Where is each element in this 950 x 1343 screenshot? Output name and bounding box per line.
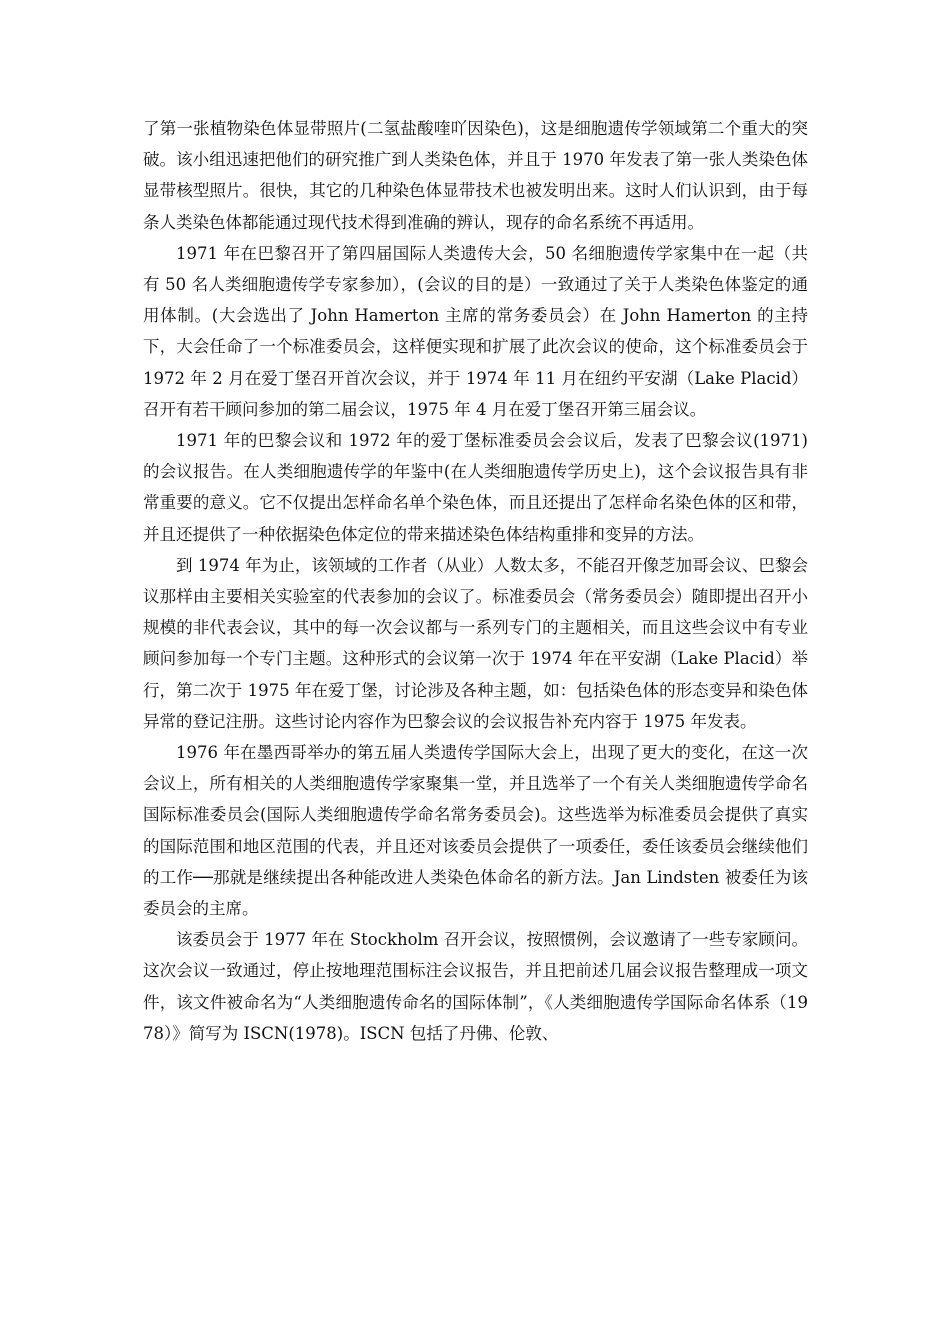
paragraph-2: 1971 年在巴黎召开了第四届国际人类遗传大会，50 名细胞遗传学家集中在一起（共有 50 名人类细胞遗传学专家参加），(会议的目的是）一致通过了关于人类染色体鉴定的通用体制。(大会选出了 John Hamerton 主席的常务委员会）在 John Hamerton 的主持下，大会任命了一个标准委员会，这样便实现和扩展了此次会议的使命，这个标准委员会于 1972 年 2 月在爱丁堡召开首次会议，并于 1974 年 11 月在纽约平安湖（Lake Placid）召开有若干顾问参加的第二届会议，1975 年 4 月在爱丁堡召开第三届会议。: [143, 243, 808, 419]
paragraph-5: 1976 年在墨西哥举办的第五届人类遗传学国际大会上，出现了更大的变化，在这一次会议上，所有相关的人类细胞遗传学家聚集一堂，并且选举了一个有关人类细胞遗传学命名国际标准委员会(国际人类细胞遗传学命名常务委员会)。这些选举为标准委员会提供了真实的国际范围和地区范围的代表，并且还对该委员会提供了一项委任，委任该委员会继续他们的工作──那就是继续提出各种能改进人类染色体命名的新方法。Jan Lindsten 被委任为该委员会的主席。: [143, 743, 808, 919]
document-body: [143, 113, 808, 1049]
paragraph-3: 1971 年的巴黎会议和 1972 年的爱丁堡标准委员会会议后，发表了巴黎会议(1971)的会议报告。在人类细胞遗传学的年鉴中(在人类细胞遗传学历史上)，这个会议报告具有非常重要的意义。它不仅提出怎样命名单个染色体，而且还提出了怎样命名染色体的区和带，并且还提供了一种依据染色体定位的带来描述染色体结构重排和变异的方法。: [143, 431, 808, 544]
paragraph-1: 了第一张植物染色体显带照片(二氢盐酸喹吖因染色)，这是细胞遗传学领域第二个重大的突破。该小组迅速把他们的研究推广到人类染色体，并且于 1970 年发表了第一张人类染色体显带核型照片。很快，其它的几种染色体显带技术也被发明出来。这时人们认识到，由于每条人类染色体都能通过现代技术得到准确的辨认，现存的命名系统不再适用。: [143, 119, 808, 232]
paragraph-4: 到 1974 年为止，该领域的工作者（从业）人数太多，不能召开像芝加哥会议、巴黎会议那样由主要相关实验室的代表参加的会议了。标准委员会（常务委员会）随即提出召开小规模的非代表会议，其中的每一次会议都与一系列专门的主题相关，而且这些会议中有专业顾问参加每一个专门主题。这种形式的会议第一次于 1974 年在平安湖（Lake Placid）举行，第二次于 1975 年在爱丁堡，讨论涉及各种主题，如：包括染色体的形态变异和染色体异常的登记注册。这些讨论内容作为巴黎会议的会议报告补充内容于 1975 年发表。: [143, 555, 808, 731]
paragraph-6: 该委员会于 1977 年在 Stockholm 召开会议，按照惯例，会议邀请了一些专家顾问。这次会议一致通过，停止按地理范围标注会议报告，并且把前述几届会议报告整理成一项文件，该文件被命名为“人类细胞遗传命名的国际体制”，《人类细胞遗传学国际命名体系（1978）》简写为 ISCN(1978)。ISCN 包括了丹佛、伦敦、: [143, 930, 808, 1043]
